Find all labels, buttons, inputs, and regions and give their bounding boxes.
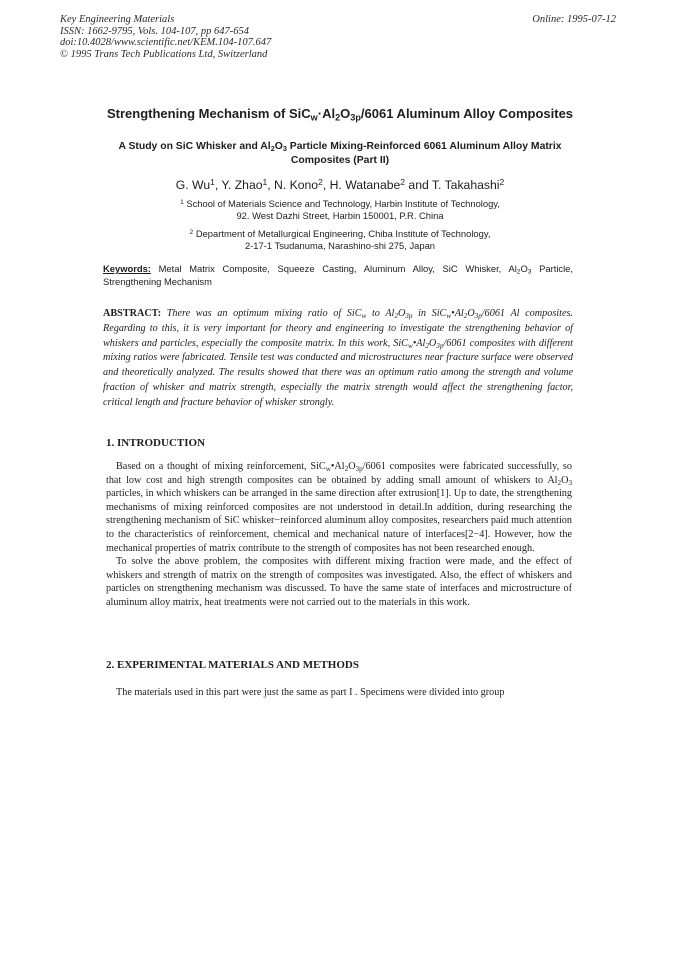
affiliation-1: $^1$ School of Materials Science and Technology, Harbin Institute of Technology, 92. West Dazhi Street, Harbin 150001, P.R. China bbox=[180, 198, 500, 221]
introduction-body bbox=[106, 460, 572, 610]
journal-name: Key Engineering Materials bbox=[60, 14, 175, 25]
keywords-label: Keywords: bbox=[103, 263, 151, 274]
affiliation-2: $^2$ Department of Metallurgical Engineering, Chiba Institute of Technology, 2-17-1 Tsudanuma, Narashino-shi 275, Japan bbox=[189, 228, 491, 251]
intro-paragraph-1: Based on a thought of mixing reinforcement, $SiC_w•Al_2O_{3p}/6061$ composites were fabricated successfully, so that low cost and high strength composites can be obtained by adding small amount of whiskers to $Al_2O_3$ particles, in which whiskers can be arranged in the same direction after extrusion[1]. Up to date, the strengthening mechanisms of mixing reinforced composites are not understood in detail.In addition, during researching the strengthening mechanism of SiC whisker−reinforced aluminum alloy composites, researchers paid much attention to the characteristics of reinforcement, chemical and mechanical nature of interfaces[2−4]. However, how the mechanical properties of matrix contribute to the strength of composites has not been researched enough. bbox=[106, 461, 572, 554]
section-heading-introduction: 1. INTRODUCTION bbox=[106, 437, 206, 449]
abstract-label: ABSTRACT: bbox=[103, 308, 162, 319]
abstract: ABSTRACT: There was an optimum mixing ratio of SiC$_w$ to $Al_2O_{3p}$ in $SiC_w•Al_2O_{3p}/6061$ Al composites. Regarding to this, it is very important for theory and engineering to investigate the strengthening behavior of whiskers and particles, especially the composite matrix. In this work, $SiC_w•Al_2O_{3p}/6061$ composites with different mixing ratios were fabricated. Tensile test was conducted and microstructures near fracture surface were observed and theoretically analyzed. The results showed that there was an optimum ratio among the strength and volume fraction of whisker and matrix strength, especially the matrix strength would affect the strengthening factor, critical length and fracture behavior of whisker strongly. bbox=[103, 308, 573, 408]
intro-paragraph-2: To solve the above problem, the composites with different mixing fraction were made, and the effect of whiskers and strength of matrix on the strength of composites was investigated. Also, the effect of whiskers and particles on strengthening mechanism was discussed. To have the same state of interfaces and microstructure of aluminum alloy matrix, heat treatments were not carried out to the materials in this work. bbox=[106, 556, 572, 608]
journal-info bbox=[60, 14, 271, 60]
paper-subtitle: A Study on SiC Whisker and $Al_2O_3$ Particle Mixing-Reinforced 6061 Aluminum Alloy Matrix Composites (Part II) bbox=[118, 141, 562, 166]
keywords: Keywords: Metal Matrix Composite, Squeeze Casting, Aluminum Alloy, SiC Whisker, $Al_2O_3$ Particle, Strengthening Mechanism bbox=[103, 263, 573, 287]
section-heading-methods: 2. EXPERIMENTAL MATERIALS AND METHODS bbox=[106, 659, 359, 671]
methods-paragraph-1: The materials used in this part were just the same as part I . Specimens were divided into group bbox=[116, 687, 505, 698]
author-list: G. Wu$^1$, Y. Zhao$^1$, N. Kono$^2$, H. Watanabe$^2$ and T. Takahashi$^2$ bbox=[175, 177, 505, 192]
paper-title: Strengthening Mechanism of $SiC_w\cdot Al_2O_{3p}/6061$ Aluminum Alloy Composites bbox=[106, 106, 574, 123]
issn-line: ISSN: 1662-9795, Vols. 104-107, pp 647-654 bbox=[60, 25, 249, 37]
copyright-line: © 1995 Trans Tech Publications Ltd, Switzerland bbox=[60, 48, 268, 60]
online-date: Online: 1995-07-12 bbox=[532, 14, 616, 25]
doi-line[interactable]: doi:10.4028/www.scientific.net/KEM.104-107.647 bbox=[60, 37, 272, 48]
